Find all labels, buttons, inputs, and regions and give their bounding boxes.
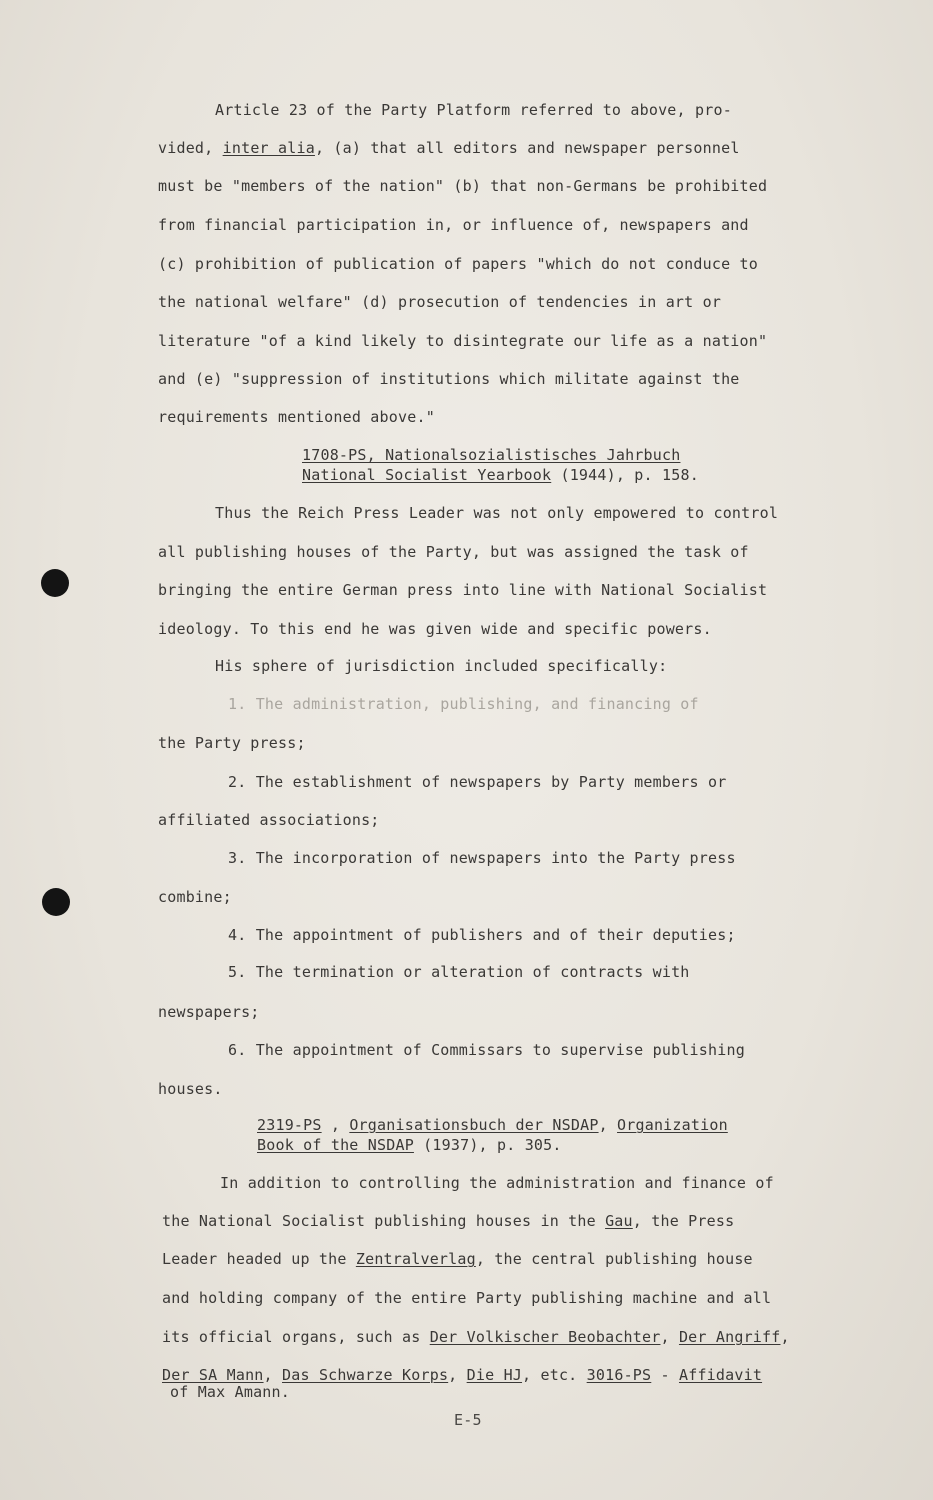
list-item-2: 2. The establishment of newspapers by Party members or — [228, 773, 727, 791]
text-line: its official organs, such as Der Volkischer Beobachter, Der Angriff, — [162, 1328, 790, 1346]
text-line: literature "of a kind likely to disintegrate our life as a nation" — [158, 332, 768, 350]
punch-hole-top — [41, 569, 69, 597]
exhibit-ref: 3016-PS — [586, 1366, 652, 1384]
list-item-1-cont: the Party press; — [158, 734, 306, 752]
text-line: ideology. To this end he was given wide and specific powers. — [158, 620, 712, 638]
list-item-5: 5. The termination or alteration of contracts with — [228, 963, 690, 981]
list-item-3: 3. The incorporation of newspapers into the Party press — [228, 849, 736, 867]
list-item-3-cont: combine; — [158, 888, 232, 906]
text-line: bringing the entire German press into line with National Socialist — [158, 581, 768, 599]
citation-line: 2319-PS , Organisationsbuch der NSDAP, Organization — [257, 1116, 728, 1134]
jurisdiction-intro: His sphere of jurisdiction included specifically: — [215, 657, 668, 675]
inter-alia: inter alia — [222, 139, 315, 157]
citation-line: National Socialist Yearbook (1944), p. 158. — [302, 466, 699, 484]
text-line: (c) prohibition of publication of papers "which do not conduce to — [158, 255, 758, 273]
list-item-2-cont: affiliated associations; — [158, 811, 380, 829]
list-item-6-cont: houses. — [158, 1080, 223, 1098]
page-number: E-5 — [454, 1411, 482, 1429]
text-line: the National Socialist publishing houses in the Gau, the Press — [162, 1212, 735, 1230]
text-line: In addition to controlling the administration and finance of — [220, 1174, 774, 1192]
text-line: the national welfare" (d) prosecution of tendencies in art or — [158, 293, 722, 311]
text-line: Der SA Mann, Das Schwarze Korps, Die HJ, etc. 3016-PS - Affidavit — [162, 1366, 763, 1384]
text-line: Leader headed up the Zentralverlag, the central publishing house — [162, 1250, 753, 1268]
citation-1708-ps — [302, 445, 699, 485]
list-item-6: 6. The appointment of Commissars to supervise publishing — [228, 1041, 745, 1059]
text-line: all publishing houses of the Party, but was assigned the task of — [158, 543, 749, 561]
citation-2319-ps — [257, 1115, 728, 1155]
punch-hole-bottom — [42, 888, 70, 916]
text-line: from financial participation in, or influence of, newspapers and — [158, 216, 749, 234]
text-line: and holding company of the entire Party publishing machine and all — [162, 1289, 772, 1307]
text-line: Article 23 of the Party Platform referred to above, pro- — [215, 101, 732, 119]
list-item-4: 4. The appointment of publishers and of their deputies; — [228, 926, 736, 944]
list-item-1: 1. The administration, publishing, and financing of — [228, 695, 699, 713]
list-item-5-cont: newspapers; — [158, 1003, 260, 1021]
citation-line: Book of the NSDAP (1937), p. 305. — [257, 1136, 562, 1154]
text-line: requirements mentioned above." — [158, 408, 435, 426]
text-line: vided, inter alia, (a) that all editors and newspaper personnel — [158, 139, 740, 157]
text-line: must be "members of the nation" (b) that non-Germans be prohibited — [158, 177, 768, 195]
text-line: and (e) "suppression of institutions which militate against the — [158, 370, 740, 388]
citation-line: 1708-PS, Nationalsozialistisches Jahrbuch — [302, 446, 681, 464]
text-line: of Max Amann. — [170, 1383, 290, 1401]
text-line: Thus the Reich Press Leader was not only empowered to control — [215, 504, 779, 522]
